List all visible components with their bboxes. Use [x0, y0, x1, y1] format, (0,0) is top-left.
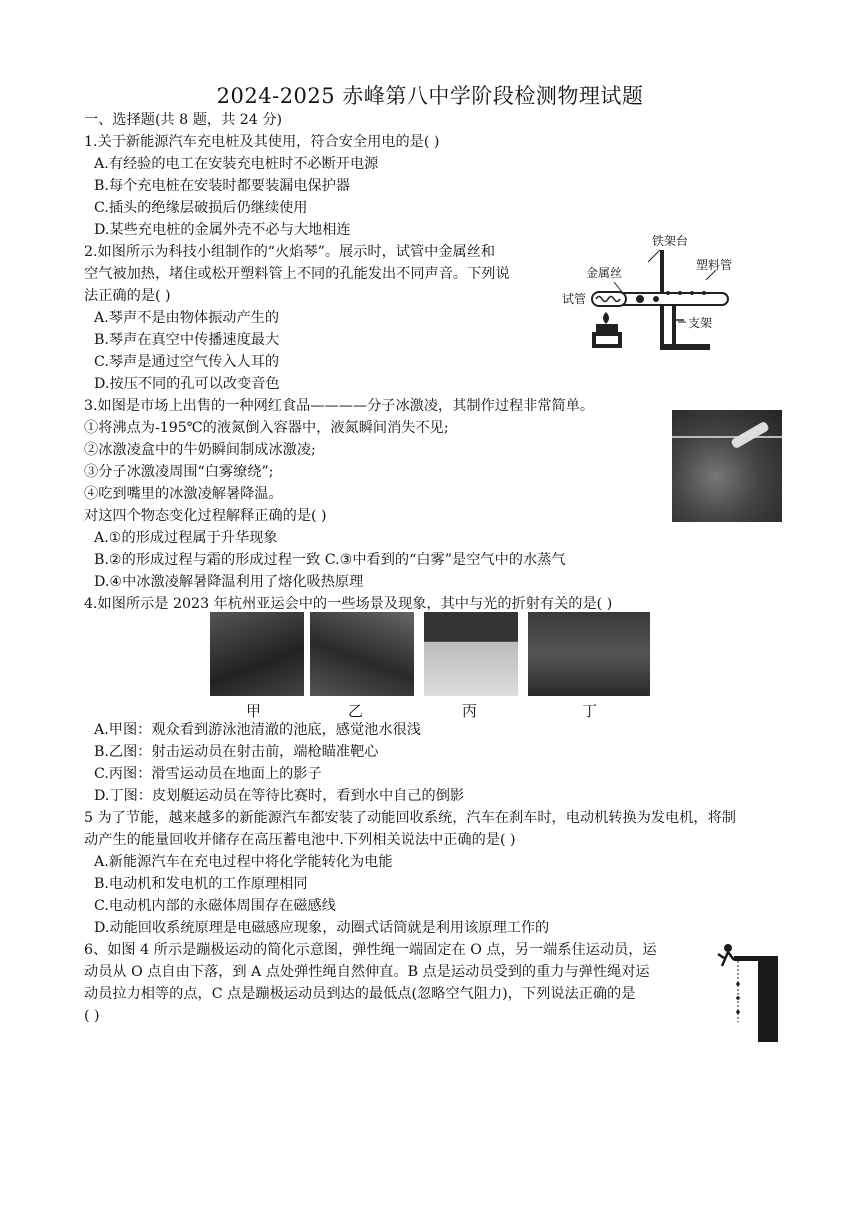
q3-ask: 对这四个物态变化过程解释正确的是( )	[84, 508, 327, 524]
q1-option-d: D.某些充电桩的金属外壳不必与大地相连	[94, 222, 351, 238]
label-plastic-tube: 塑料管	[696, 258, 733, 272]
label-metal-wire: 金属丝	[586, 266, 623, 280]
q3-step: ②冰激凌盒中的牛奶瞬间制成冰激凌;	[84, 442, 316, 458]
exam-title: 2024-2025 赤峰第八中学阶段检测物理试题	[216, 84, 644, 108]
q2-option-b: B.琴声在真空中传播速度最大	[94, 332, 280, 348]
caption-jia: 甲	[246, 702, 262, 720]
flame-harp-figure	[556, 232, 746, 356]
q2-option-c: C.琴声是通过空气传入人耳的	[94, 354, 280, 370]
section-heading: 一、选择题(共 8 题，共 24 分)	[84, 112, 283, 128]
caption-ding: 丁	[582, 702, 598, 720]
q1-option-b: B.每个充电桩在安装时都要装漏电保护器	[94, 178, 351, 194]
q5-stem-line: 5 为了节能，越来越多的新能源汽车都安装了动能回收系统，汽车在刹车时，电动机转换为发电机，将制	[84, 810, 736, 826]
q5-option-c: C.电动机内部的永磁体周围存在磁感线	[94, 898, 336, 914]
q3-step: ①将沸点为-195℃的液氮倒入容器中，液氮瞬间消失不见;	[84, 420, 449, 436]
q6-stem-line: ( )	[84, 1008, 100, 1024]
q3-option-bc: B.②的形成过程与霜的形成过程一致 C.③中看到的“白雾”是空气中的水蒸气	[94, 552, 566, 568]
q4-option-c: C.丙图：滑雪运动员在地面上的影子	[94, 766, 322, 782]
q6-stem-line: 动员拉力相等的点，C 点是蹦极运动员到达的最低点(忽略空气阻力)，下列说法正确的是	[84, 986, 636, 1002]
q3-stem: 3.如图是市场上出售的一种网红食品————分子冰激凌，其制作过程非常简单。	[84, 398, 595, 414]
q2-option-d: D.按压不同的孔可以改变音色	[94, 376, 280, 392]
ice-cream-photo	[672, 410, 782, 522]
q1-option-c: C.插头的绝缘层破损后仍继续使用	[94, 200, 308, 216]
q5-option-b: B.电动机和发电机的工作原理相同	[94, 876, 308, 892]
q6-stem-line: 6、如图 4 所示是蹦极运动的简化示意图，弹性绳一端固定在 O 点，另一端系住运动员，运	[84, 942, 657, 958]
caption-yi: 乙	[348, 702, 364, 720]
q5-option-d: D.动能回收系统原理是电磁感应现象，动圈式话筒就是利用该原理工作的	[94, 920, 550, 936]
bungee-figure	[714, 940, 782, 1044]
q1-stem: 1.关于新能源汽车充电桩及其使用，符合安全用电的是( )	[84, 134, 440, 150]
q4-option-b: B.乙图：射击运动员在射击前，端枪瞄准靶心	[94, 744, 379, 760]
q2-option-a: A.琴声不是由物体振动产生的	[94, 310, 280, 326]
q5-option-a: A.新能源汽车在充电过程中将化学能转化为电能	[94, 854, 393, 870]
q2-stem-line: 2.如图所示为科技小组制作的“火焰琴”。展示时，试管中金属丝和	[84, 244, 496, 260]
q3-step: ④吃到嘴里的冰激凌解暑降温。	[84, 486, 283, 502]
photo-bing	[424, 612, 518, 696]
q4-option-a: A.甲图：观众看到游泳池清澈的池底，感觉池水很浅	[94, 722, 421, 738]
q1-option-a: A.有经验的电工在安装充电桩时不必断开电源	[94, 156, 379, 172]
q2-stem-line: 法正确的是( )	[84, 288, 171, 304]
q3-option-a: A.①的形成过程属于升华现象	[94, 530, 278, 546]
q5-stem-line: 动产生的能量回收并储存在高压蓄电池中.下列相关说法中正确的是( )	[84, 832, 516, 848]
q4-stem: 4.如图所示是 2023 年杭州亚运会中的一些场景及现象，其中与光的折射有关的是( )	[84, 596, 613, 612]
q3-option-d: D.④中冰激凌解暑降温利用了熔化吸热原理	[94, 574, 364, 590]
photo-ding	[528, 612, 650, 696]
label-support: 支架	[688, 316, 713, 330]
photo-yi	[310, 612, 414, 696]
q2-stem-line: 空气被加热，堵住或松开塑料管上不同的孔能发出不同声音。下列说	[84, 266, 510, 282]
photo-jia	[210, 612, 304, 696]
label-test-tube: 试管	[562, 292, 587, 306]
label-iron-stand: 铁架台	[652, 234, 689, 248]
q4-option-d: D.丁图：皮划艇运动员在等待比赛时，看到水中自己的倒影	[94, 788, 465, 804]
caption-bing: 丙	[462, 702, 478, 720]
q6-stem-line: 动员从 O 点自由下落，到 A 点处弹性绳自然伸直。B 点是运动员受到的重力与弹性绳对运	[84, 964, 650, 980]
q3-step: ③分子冰激凌周围“白雾缭绕”;	[84, 464, 274, 480]
